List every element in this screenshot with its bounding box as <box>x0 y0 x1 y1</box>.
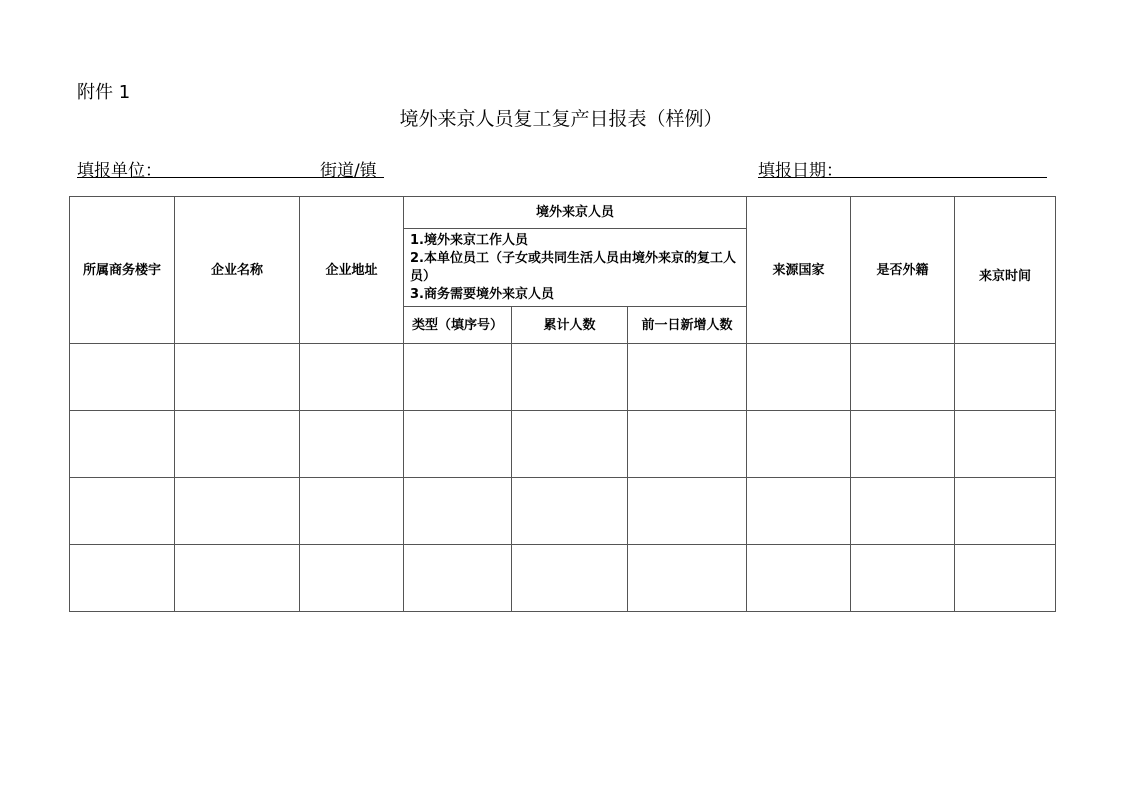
table-cell[interactable] <box>628 411 747 478</box>
table-cell[interactable] <box>70 478 175 545</box>
table-cell[interactable] <box>512 545 628 612</box>
table-cell[interactable] <box>175 411 300 478</box>
table-cell[interactable] <box>512 344 628 411</box>
table-cell[interactable] <box>70 411 175 478</box>
table-cell[interactable] <box>70 545 175 612</box>
header-company: 企业名称 <box>175 197 300 344</box>
table-row <box>70 478 1056 545</box>
table-cell[interactable] <box>747 411 851 478</box>
unit-fill-field[interactable] <box>77 156 384 181</box>
type-notes <box>404 229 747 307</box>
table-cell[interactable] <box>851 478 955 545</box>
unit-label: 填报单位： <box>77 161 162 181</box>
table-row <box>70 545 1056 612</box>
table-cell[interactable] <box>300 344 404 411</box>
table-cell[interactable] <box>955 545 1056 612</box>
header-arrival: 来京时间 <box>955 197 1056 344</box>
table-cell[interactable] <box>404 545 512 612</box>
header-foreign: 是否外籍 <box>851 197 955 344</box>
header-building: 所属商务楼宇 <box>70 197 175 344</box>
table-cell[interactable] <box>300 545 404 612</box>
header-address: 企业地址 <box>300 197 404 344</box>
header-overseas-group: 境外来京人员 <box>404 197 747 229</box>
table-cell[interactable] <box>628 545 747 612</box>
table-cell[interactable] <box>404 411 512 478</box>
table-cell[interactable] <box>955 411 1056 478</box>
date-label: 填报日期： <box>758 161 843 181</box>
table-cell[interactable] <box>851 344 955 411</box>
table-cell[interactable] <box>512 411 628 478</box>
unit-suffix: 街道/镇 <box>320 161 377 181</box>
table-cell[interactable] <box>300 411 404 478</box>
table-cell[interactable] <box>175 545 300 612</box>
type-note-2: 2.本单位员工（子女或共同生活人员由境外来京的复工人员） <box>410 251 736 284</box>
subheader-cumulative: 累计人数 <box>512 307 628 344</box>
table-cell[interactable] <box>955 344 1056 411</box>
header-country: 来源国家 <box>747 197 851 344</box>
attachment-label: 附件 1 <box>77 82 131 103</box>
date-fill-field[interactable] <box>758 156 1047 181</box>
table-cell[interactable] <box>175 478 300 545</box>
subheader-type: 类型（填序号） <box>404 307 512 344</box>
report-table <box>69 196 1056 612</box>
fill-in-row <box>77 156 1047 181</box>
table-cell[interactable] <box>628 344 747 411</box>
table-cell[interactable] <box>747 344 851 411</box>
type-note-1: 1.境外来京工作人员 <box>410 233 528 248</box>
table-cell[interactable] <box>70 344 175 411</box>
table-cell[interactable] <box>747 545 851 612</box>
table-row <box>70 344 1056 411</box>
table-cell[interactable] <box>300 478 404 545</box>
subheader-new: 前一日新增人数 <box>628 307 747 344</box>
table-cell[interactable] <box>404 478 512 545</box>
table-cell[interactable] <box>851 411 955 478</box>
table-cell[interactable] <box>628 478 747 545</box>
table-cell[interactable] <box>747 478 851 545</box>
table-cell[interactable] <box>175 344 300 411</box>
report-title: 境外来京人员复工复产日报表（样例） <box>399 108 723 130</box>
table-row <box>70 411 1056 478</box>
table-cell[interactable] <box>512 478 628 545</box>
table-cell[interactable] <box>851 545 955 612</box>
type-note-3: 3.商务需要境外来京人员 <box>410 287 554 302</box>
table-cell[interactable] <box>404 344 512 411</box>
table-cell[interactable] <box>955 478 1056 545</box>
